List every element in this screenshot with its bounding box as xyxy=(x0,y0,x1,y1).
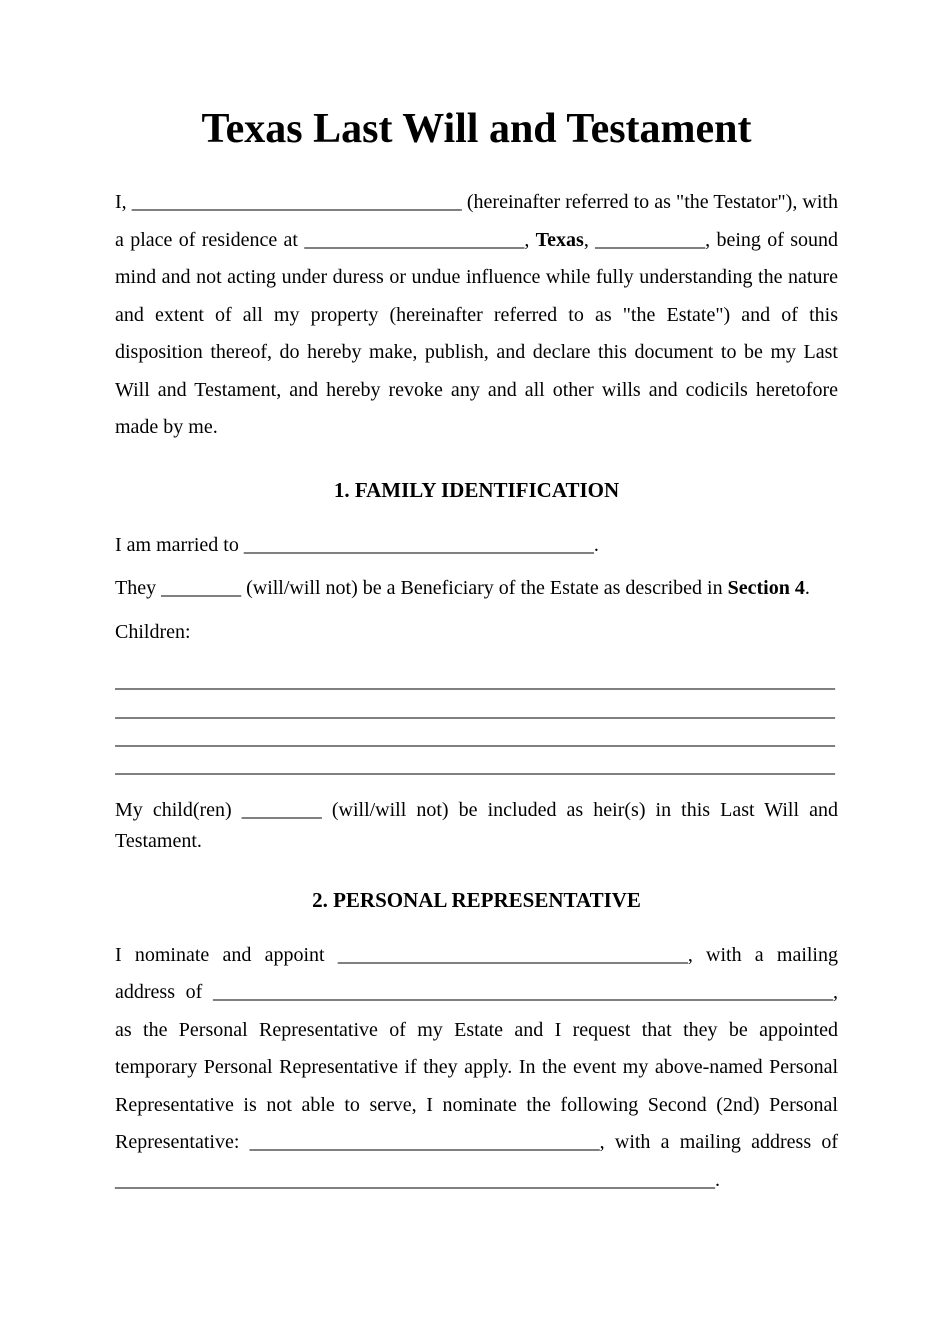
representative-name-blank: ___________________________________ xyxy=(337,943,688,966)
testator-name-blank: _________________________________ xyxy=(131,191,462,214)
comma-separator: , xyxy=(583,228,596,251)
married-lead: I am married to xyxy=(115,533,244,556)
married-paragraph xyxy=(115,527,838,565)
married-period: . xyxy=(593,533,599,556)
heirs-tail: (will/will not) be included as heir(s) in this Last Will and Testament. xyxy=(115,798,838,852)
heirs-paragraph xyxy=(115,795,838,857)
heirs-will-blank: ________ xyxy=(241,798,322,821)
personal-representative-paragraph xyxy=(115,937,838,1200)
children-write-in-line: ________________________________________________________________________ xyxy=(115,698,835,721)
residence-blank: ______________________ xyxy=(304,228,525,251)
section2-heading: 2. PERSONAL REPRESENTATIVE xyxy=(312,887,641,912)
representative-mid3: , with a mailing address of xyxy=(599,1131,838,1154)
children-write-in-line: ________________________________________________________________________ xyxy=(115,670,835,693)
intro-tail: , being of sound mind and not acting under duress or undue influence while fully understanding the nature and extent of all my property (hereinafter referred to as "the Estate") and of this disposition thereof, do hereby make, publish, and declare this document to be my Last Will and Testament, and hereby revoke any and all other wills and codicils heretofore made by me. xyxy=(115,228,838,439)
state-name: Texas xyxy=(535,228,584,251)
intro-paragraph xyxy=(115,184,838,447)
representative-mid2: , as the Personal Representative of my Estate and I request that they be appointed temporary Personal Representative if they apply. In the event my above-named Personal Representative is not able to serve, I nominate the following Second (2nd) Personal Representative: xyxy=(115,981,838,1154)
comma-separator: , xyxy=(524,228,536,251)
section1-heading: 1. FAMILY IDENTIFICATION xyxy=(333,477,620,502)
representative-period: . xyxy=(715,1168,720,1191)
document-title: Texas Last Will and Testament xyxy=(201,106,752,152)
beneficiary-mid: (will/will not) be a Beneficiary of the Estate as described in xyxy=(241,577,728,600)
representative-address-blank: ______________________________________________________________ xyxy=(213,981,833,1004)
children-write-in-line: ________________________________________________________________________ xyxy=(115,726,835,749)
beneficiary-lead: They xyxy=(115,577,162,600)
heirs-lead: My child(ren) xyxy=(115,798,242,821)
intro-after-name: (hereinafter referred to as "the Testator"), with a place of residence at xyxy=(115,191,838,251)
representative-lead: I nominate and appoint xyxy=(115,943,338,966)
children-label: Children: xyxy=(115,620,191,643)
spouse-name-blank: ___________________________________ xyxy=(243,533,594,556)
intro-lead: I, xyxy=(115,191,132,214)
representative-mid1: , with a mailing address of xyxy=(115,943,838,1004)
second-representative-address-blank: ____________________________________________________________ xyxy=(115,1168,715,1191)
second-representative-name-blank: ___________________________________ xyxy=(249,1131,600,1154)
spouse-will-blank: ________ xyxy=(161,577,242,600)
section-4-reference: Section 4 xyxy=(727,577,805,600)
county-blank: ___________ xyxy=(595,228,706,251)
children-write-in-line: ________________________________________________________________________ xyxy=(115,755,835,778)
children-write-in-lines xyxy=(115,667,838,780)
beneficiary-period: . xyxy=(804,577,810,600)
beneficiary-paragraph xyxy=(115,570,838,608)
